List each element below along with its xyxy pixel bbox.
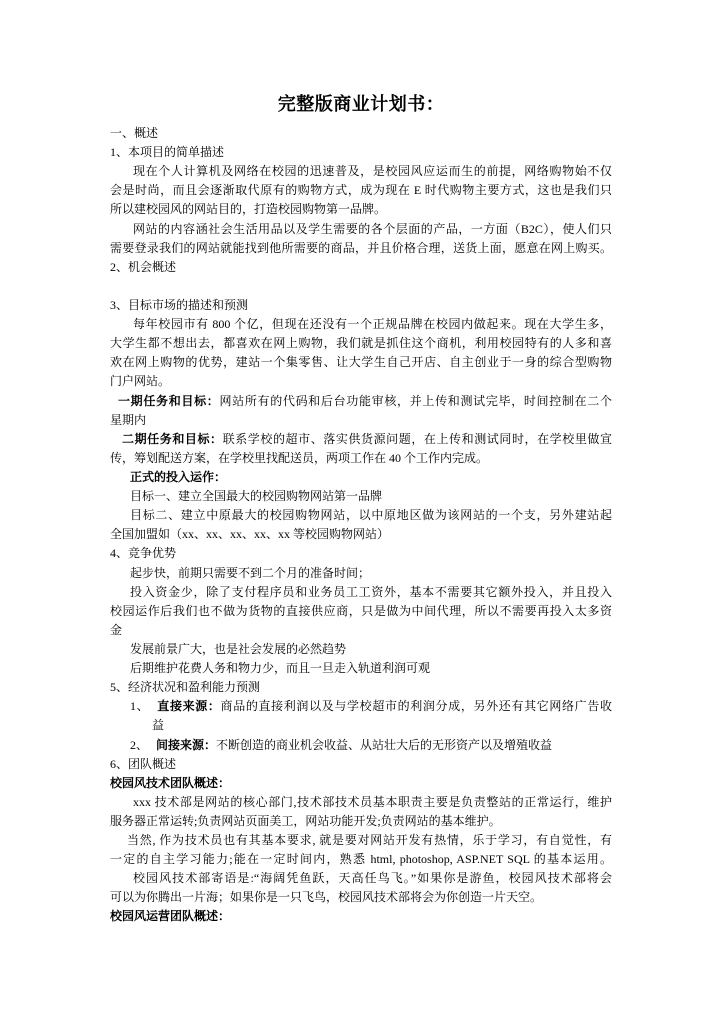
paragraph-line: 全国加盟如（xx、xx、xx、xx、xx 等校园购物网站） — [110, 527, 390, 542]
phase1-line — [110, 392, 612, 411]
paragraph-line: 一定的自主学习能力;能在一定时间内，熟悉 html, photoshop, ASP.NET SQL 的基本运用。 — [110, 852, 612, 867]
paragraph-line: 每年校园市有 800 个亿，但现在还没有一个正规品牌在校园内做起来。现在大学生多， — [133, 317, 612, 332]
paragraph-line: xxx 技术部是网站的核心部门,技术部技术员基本职责主要是负责整站的正常运行，维护 — [133, 794, 612, 809]
goal-line: 目标二、建立中原最大的校园购物网站，以中原地区做为该网站的一个支，另外建站起 — [130, 508, 612, 523]
document-title: 完整版商业计划书： — [277, 94, 445, 114]
paragraph-line: 传，筹划配送方案，在学校里找配送员，两项工作在 40 个工作内完成。 — [110, 450, 489, 465]
subsection-heading-competition: 4、竞争优势 — [110, 546, 177, 561]
paragraph-line: 校园风技术部寄语是:“海阔凭鱼跃，天高任鸟飞。”如果你是游鱼，校园风技术部将会 — [133, 871, 612, 886]
paragraph-line: 大学生都不想出去，都喜欢在网上购物，我们就是抓住这个商机，利用校园特有的人多和喜 — [110, 336, 612, 351]
list-item — [110, 697, 612, 716]
bold-label: 直接来源： — [157, 699, 221, 714]
document-body — [110, 124, 612, 927]
paragraph-line: 网站的内容涵社会生活用品以及学生需要的各个层面的产品，一方面（B2C），使人们只 — [133, 221, 612, 236]
paragraph-line: 当然, 作为技术员也有其基本要求, 就是要对网站开发有热情，乐于学习，有自觉性，有 — [127, 833, 612, 848]
subsection-heading-opportunity: 2、机会概述 — [110, 259, 177, 274]
phase2-line — [110, 430, 612, 449]
bold-label: 一期任务和目标： — [118, 393, 220, 408]
bold-label: 二期任务和目标： — [122, 431, 223, 446]
bold-label: 校园风运营团队概述： — [110, 909, 231, 924]
paragraph-line: 需要登录我们的网站就能找到他所需要的商品，并且价格合理，送货上面，愿意在网上购买。 — [110, 240, 612, 255]
paragraph-line: 欢在网上购物的优势，建站一个集零售、让大学生自己开店、自主创业于一身的综合型购物 — [110, 355, 612, 370]
paragraph-line: 校园运作后我们也不做为货物的直接供应商，只是做为中间代理，所以不需要再投入太多资 — [110, 603, 612, 618]
subsection-heading-economics: 5、经济状况和盈利能力预测 — [110, 680, 261, 695]
section-heading: 一、概述 — [110, 126, 159, 140]
paragraph-line: 可以为你腾出一片海；如果你是一只飞鸟，校园风技术部将会为你创造一片天空。 — [110, 890, 543, 905]
paragraph-line: 服务器正常运转;负责网站页面美工，网站功能开发;负责网站的基本维护。 — [110, 813, 501, 828]
subsection-heading-market: 3、目标市场的描述和预测 — [110, 297, 249, 312]
bold-label: 间接来源： — [156, 737, 217, 752]
bold-label: 正式的投入运作： — [130, 469, 227, 484]
blank-line — [110, 277, 612, 296]
advantage-line: 发展前景广大，也是社会发展的必然趋势 — [130, 641, 347, 656]
bold-label: 校园风技术团队概述： — [110, 775, 231, 790]
paragraph-line: 会是时尚，而且会逐渐取代原有的购物方式，成为现在 E 时代购物主要方式，这也是我们只 — [110, 183, 612, 198]
paragraph-text: 不断创造的商业机会收益、从站壮大后的无形资产以及增殖收益 — [216, 737, 553, 752]
paragraph-text: 商品的直接利润以及与学校超市的利润分成，另外还有其它网络广告收 — [220, 699, 612, 714]
paragraph-text: 网站所有的代码和后台功能审核，并上传和测试完毕，时间控制在二个 — [219, 393, 612, 408]
paragraph-line: 金 — [110, 622, 123, 637]
paragraph-line: 门户网站。 — [110, 374, 171, 389]
paragraph-text: 联系学校的超市、落实供货源问题，在上传和测试同时，在学校里做宣 — [222, 431, 612, 446]
paragraph-line: 所以建校园风的网站目的，打造校园购物第一品牌。 — [110, 202, 387, 217]
goal-line: 目标一、建立全国最大的校园购物网站第一品牌 — [130, 489, 383, 504]
paragraph-line: 益 — [152, 718, 165, 733]
subsection-heading-team: 6、团队概述 — [110, 756, 177, 771]
list-item — [110, 736, 612, 755]
paragraph-line: 星期内 — [110, 412, 147, 427]
paragraph-line: 现在个人计算机及网络在校园的迅速普及，是校园风应运而生的前提，网络购物始不仅 — [133, 164, 612, 179]
advantage-line: 后期维护花费人务和物力少，而且一旦走入轨道利润可观 — [130, 661, 431, 676]
subsection-heading-project: 1、本项目的简单描述 — [110, 145, 225, 160]
advantage-line: 投入资金少，除了支付程序员和业务员工工资外，基本不需要其它额外投入，并且投入 — [130, 584, 612, 599]
advantage-line: 起步快，前期只需要不到二个月的准备时间； — [130, 565, 371, 580]
list-number: 1、 — [130, 699, 150, 714]
list-number: 2、 — [130, 737, 149, 752]
